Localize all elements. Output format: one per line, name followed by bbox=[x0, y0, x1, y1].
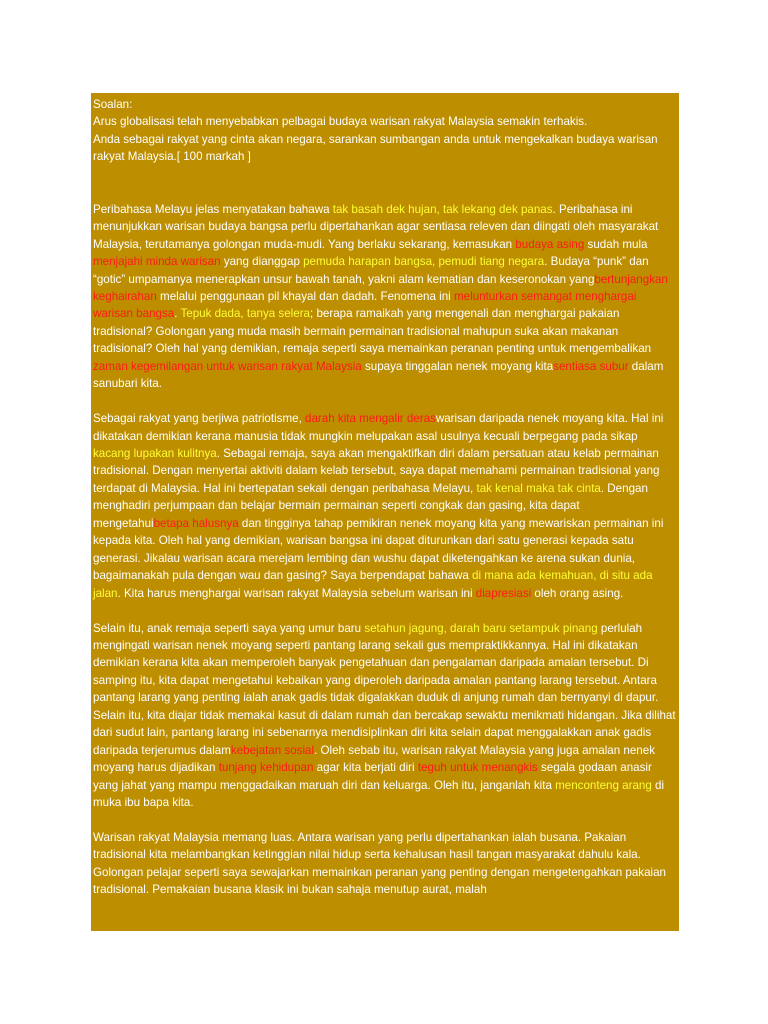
highlighted-phrase: diapresiasi bbox=[475, 586, 532, 600]
highlighted-phrase: sentiasa subur bbox=[553, 359, 629, 373]
paragraph-text: Warisan rakyat Malaysia memang luas. Antara warisan yang perlu dipertahankan ialah busana. Pakaian tradisional kita melambangkan ketinggian nilai hidup serta kehalusan hasil tangan masyarakat dahulu kala. Golongan pelajar seperti saya sewajarkan memainkan peranan yang penting dengan mengetengahkan pakaian tradisional. Pemakaian busana klasik ini bukan sahaja menutup aurat, malah bbox=[93, 830, 667, 897]
paragraph-text: di muka ibu bapa kita. bbox=[93, 778, 665, 810]
question-line: Anda sebagai rakyat yang cinta akan negara, sarankan sumbangan anda untuk mengekalkan budaya warisan rakyat Malaysia.[ 100 markah ] bbox=[93, 132, 658, 164]
paragraph-text: supaya tinggalan nenek moyang kita bbox=[361, 359, 554, 373]
paragraph-text: dan tingginya tahap pemikiran nenek moyang kita yang mewariskan permainan ini kepada kita. Oleh hal yang demikian, warisan bangsa ini dapat diturunkan dari satu generasi kepada satu generasi. Jikalau warisan acara merejam lembing dan wushu dapat diketengahkan ke arena sukan dunia, bagaimanakah pula dengan wau dan gasing? Saya berpendapat bahawa bbox=[93, 516, 664, 583]
paragraph-text: Sebagai rakyat yang berjiwa patriotisme, bbox=[93, 412, 306, 426]
paragraph-spacer bbox=[93, 183, 677, 200]
paragraph-text: agar kita berjati diri bbox=[313, 761, 418, 775]
paragraph-text: warisan daripada nenek moyang kita. Hal ini dikatakan demikian kerana manusia tidak mungkin melupakan asal usulnya kecuali berpegang pada sikap bbox=[93, 412, 664, 443]
paragraph-text: dalam sanubari kita. bbox=[93, 359, 664, 391]
paragraph-text: Selain itu, anak remaja seperti saya yang umur baru bbox=[93, 621, 365, 635]
paragraph-text: sudah mula bbox=[584, 237, 648, 251]
highlighted-phrase: kebejatan sosial bbox=[230, 743, 315, 757]
paragraph-text: . Sebagai remaja, saya akan mengaktifkan diri dalam persatuan atau kelab permainan tradisional. Dengan menyertai aktiviti dalam kelab tersebut, saya dapat memahami permainan tradisional yang terdapat di Malaysia. Hal ini bertepatan sekali dengan peribahasa Melayu, bbox=[93, 447, 660, 495]
essay-paragraph bbox=[93, 620, 677, 812]
highlighted-phrase: bertunjangkan keghairahan bbox=[93, 272, 668, 303]
peribahasa-phrase: setahun jagung, darah baru setampuk pinang bbox=[364, 621, 598, 635]
paragraph-text: . Oleh sebab itu, warisan rakyat Malaysia yang juga amalan nenek moyang harus dijadikan bbox=[93, 743, 655, 775]
peribahasa-phrase: pemuda harapan bangsa, pemudi tiang negara bbox=[303, 255, 545, 269]
peribahasa-phrase: di mana ada kemahuan, di situ ada jalan bbox=[93, 569, 653, 600]
highlighted-phrase: budaya asing bbox=[515, 237, 585, 251]
peribahasa-phrase: menconteng arang bbox=[555, 778, 652, 792]
paragraph-text: . Peribahasa ini menunjukkan warisan budaya bangsa perlu dipertahankan agar sentiasa releven dan diingati oleh masyarakat Malaysia, terutamanya golongan muda-mudi. Yang berlaku sekarang, kemasukan bbox=[93, 202, 659, 251]
paragraph-text: Peribahasa Melayu jelas menyatakan bahawa bbox=[93, 202, 333, 216]
highlighted-phrase: melunturkan semangat menghargai warisan bangsa bbox=[93, 289, 637, 321]
peribahasa-phrase: tak kenal maka tak cinta bbox=[476, 481, 601, 495]
essay-paragraph bbox=[93, 410, 677, 602]
paragraph-text: melalui penggunaan pil khayal dan dadah. Fenomena ini bbox=[156, 289, 454, 303]
paragraph-spacer bbox=[93, 393, 677, 410]
essay-paragraph bbox=[93, 829, 677, 899]
question-line: Arus globalisasi telah menyebabkan pelbagai budaya warisan rakyat Malaysia semakin terhakis. bbox=[93, 115, 588, 129]
essay-page bbox=[91, 93, 679, 931]
peribahasa-phrase: tak basah dek hujan, tak lekang dek panas bbox=[332, 202, 553, 216]
peribahasa-phrase: kacang lupakan kulitnya bbox=[93, 447, 217, 461]
paragraph-spacer bbox=[93, 812, 677, 829]
paragraph-text: . Kita harus menghargai warisan rakyat Malaysia sebelum warisan ini bbox=[117, 586, 476, 600]
highlighted-phrase: menjajahi minda warisan bbox=[93, 255, 221, 269]
question-heading: Soalan: bbox=[93, 98, 133, 111]
paragraph-text: yang dianggap bbox=[220, 255, 304, 269]
paragraph-text: . bbox=[174, 307, 181, 321]
highlighted-phrase: teguh untuk menangkis bbox=[417, 761, 538, 775]
paragraph-spacer bbox=[93, 166, 677, 183]
paragraph-text: . Dengan menghadiri perjumpaan dan belajar bermain permainan seperti congkak dan gasing, kita dapat mengetahui bbox=[93, 481, 648, 530]
highlighted-phrase: tunjang kehidupan bbox=[218, 761, 314, 775]
paragraph-text: ; berapa ramaikah yang mengenali dan menghargai pakaian tradisional? Golongan yang muda masih bermain permainan tradisional mahupun suka akan makanan tradisional? Oleh hal yang demikian, remaja seperti saya memainkan peranan penting untuk mengembalikan bbox=[93, 307, 652, 356]
paragraph-text: segala godaan anasir yang jahat yang mampu menggadaikan maruah diri dan keluarga. Oleh itu, janganlah kita bbox=[93, 761, 652, 792]
paragraph-text: . Budaya “punk” dan “gotic” umpamanya menerapkan unsur bawah tanah, yakni alam kematian dan keseronokan yang bbox=[93, 255, 649, 286]
paragraph-spacer bbox=[93, 602, 677, 619]
essay-body bbox=[93, 201, 677, 899]
essay-paragraph bbox=[93, 201, 677, 393]
peribahasa-phrase: Tepuk dada, tanya selera bbox=[180, 307, 311, 321]
highlighted-phrase: zaman kegemilangan untuk warisan rakyat Malaysia bbox=[93, 359, 362, 373]
paragraph-text: perlulah mengingati warisan nenek moyang seperti pantang larang sekali gus mempraktikkannya. Hal ini dikatakan demikian kerana kita akan memperoleh banyak pengetahuan dan pengalaman daripada amalan tersebut. Di samping itu, kita dapat mengetahui kebaikan yang diperoleh daripada amalan pantang larang tersebut. Antara pantang larang yang penting ialah anak gadis tidak digalakkan duduk di anjung rumah dan bernyanyi di dapur. Selain itu, kita diajar tidak memakai kasut di dalam rumah dan bercakap sewaktu menikmati hidangan. Jika dilihat dari sudut lain, pantang larang ini sebenarnya mendisiplinkan diri kita selain dapat menggalakkan anak gadis daripada terjerumus dalam bbox=[93, 621, 676, 757]
highlighted-phrase: darah kita mengalir deras bbox=[305, 412, 436, 426]
highlighted-phrase: betapa halusnya bbox=[153, 516, 239, 530]
paragraph-text: oleh orang asing. bbox=[531, 586, 624, 600]
